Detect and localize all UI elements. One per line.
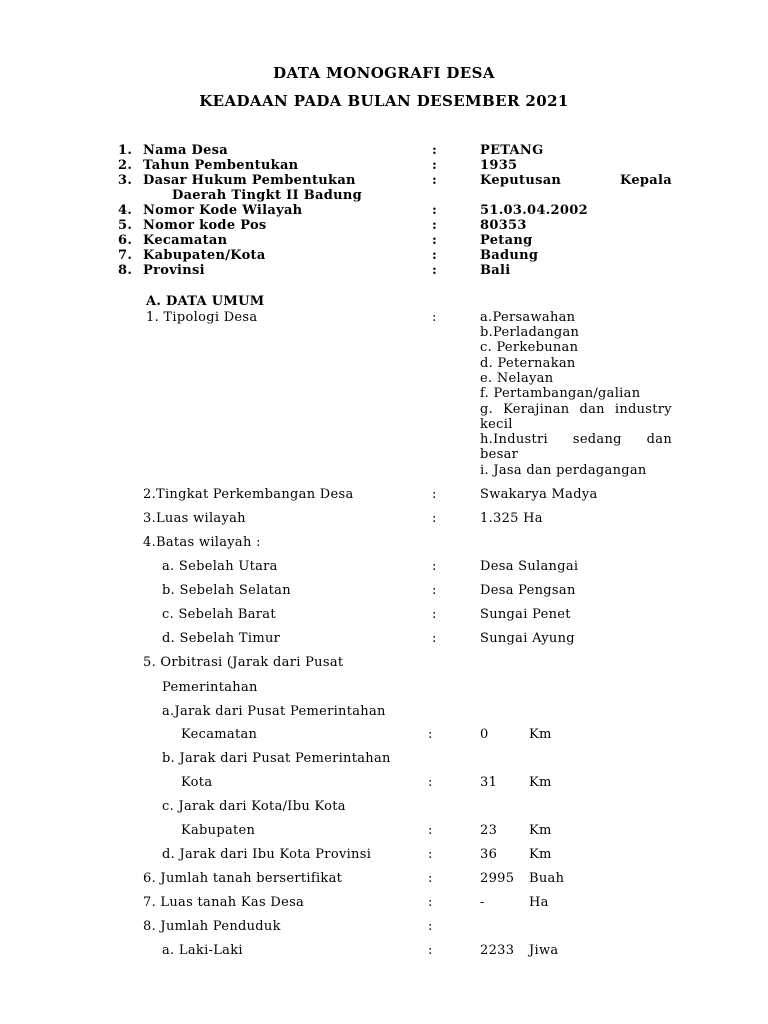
field-label: 6. Jumlah tanah bersertifikat bbox=[143, 871, 343, 886]
list-item: f. Pertambangan/galian bbox=[480, 386, 641, 401]
field-colon: : bbox=[428, 775, 433, 790]
field-value: PETANG bbox=[480, 143, 544, 158]
list-item-continued: besar bbox=[480, 447, 519, 462]
field-label: 5. Orbitrasi (Jarak dari Pusat bbox=[143, 655, 344, 670]
list-item-word: g. bbox=[480, 402, 494, 417]
field-colon: : bbox=[432, 218, 438, 233]
list-item-word: sedang bbox=[572, 432, 622, 447]
list-item: d. Peternakan bbox=[480, 356, 576, 371]
list-number: 5. bbox=[118, 218, 133, 233]
tipologi-label: 1. Tipologi Desa bbox=[146, 310, 258, 325]
field-label: 3.Luas wilayah bbox=[143, 511, 246, 526]
field-label: Kabupaten/Kota bbox=[143, 248, 266, 263]
list-item-continued: kecil bbox=[480, 417, 513, 432]
field-unit: Buah bbox=[529, 871, 565, 886]
field-colon: : bbox=[428, 847, 433, 862]
field-colon: : bbox=[432, 173, 438, 188]
page-subtitle: KEADAAN PADA BULAN DESEMBER 2021 bbox=[199, 92, 569, 110]
field-label-continued: Pemerintahan bbox=[162, 680, 258, 695]
page-title: DATA MONOGRAFI DESA bbox=[273, 64, 495, 82]
field-colon: : bbox=[428, 871, 433, 886]
field-label: b. Sebelah Selatan bbox=[162, 583, 291, 598]
field-colon: : bbox=[428, 919, 433, 934]
field-colon: : bbox=[432, 310, 437, 325]
field-label-continued: Kota bbox=[181, 775, 213, 790]
field-value: 2233 bbox=[480, 943, 515, 958]
field-value: 23 bbox=[480, 823, 498, 838]
field-colon: : bbox=[432, 233, 438, 248]
field-unit: Jiwa bbox=[529, 943, 559, 958]
field-unit: Km bbox=[529, 847, 552, 862]
field-label: 2.Tingkat Perkembangan Desa bbox=[143, 487, 354, 502]
field-value: Sungai Penet bbox=[480, 607, 571, 622]
field-colon: : bbox=[432, 203, 438, 218]
field-colon: : bbox=[432, 248, 438, 263]
field-colon: : bbox=[428, 943, 433, 958]
field-colon: : bbox=[432, 559, 437, 574]
field-value: - bbox=[480, 895, 485, 910]
field-label: Nama Desa bbox=[143, 143, 228, 158]
field-value: 0 bbox=[480, 727, 489, 742]
list-item: a.Persawahan bbox=[480, 310, 576, 325]
field-value: 36 bbox=[480, 847, 498, 862]
field-label: a.Jarak dari Pusat Pemerintahan bbox=[162, 704, 386, 719]
field-label: Tahun Pembentukan bbox=[143, 158, 299, 173]
field-value: 31 bbox=[480, 775, 498, 790]
list-item bbox=[480, 402, 672, 417]
field-value: Keputusan bbox=[480, 173, 562, 188]
field-label: a. Laki-Laki bbox=[162, 943, 243, 958]
field-label: Kecamatan bbox=[143, 233, 228, 248]
list-number: 1. bbox=[118, 143, 133, 158]
field-value: Kepala bbox=[620, 173, 672, 188]
field-colon: : bbox=[432, 607, 437, 622]
list-item: b.Perladangan bbox=[480, 325, 580, 340]
field-label: Nomor Kode Wilayah bbox=[143, 203, 303, 218]
field-colon: : bbox=[428, 823, 433, 838]
field-colon: : bbox=[432, 487, 437, 502]
field-colon: : bbox=[428, 895, 433, 910]
field-value: Swakarya Madya bbox=[480, 487, 598, 502]
list-number: 7. bbox=[118, 248, 133, 263]
field-label: c. Sebelah Barat bbox=[162, 607, 276, 622]
field-label: Nomor kode Pos bbox=[143, 218, 267, 233]
field-value: Desa Pengsan bbox=[480, 583, 576, 598]
field-colon: : bbox=[432, 511, 437, 526]
list-number: 6. bbox=[118, 233, 133, 248]
field-unit: Ha bbox=[529, 895, 549, 910]
list-item: e. Nelayan bbox=[480, 371, 554, 386]
field-value: Petang bbox=[480, 233, 533, 248]
field-value: Bali bbox=[480, 263, 511, 278]
field-label: 4.Batas wilayah : bbox=[143, 535, 261, 550]
field-unit: Km bbox=[529, 775, 552, 790]
field-value: 2995 bbox=[480, 871, 515, 886]
field-label: c. Jarak dari Kota/Ibu Kota bbox=[162, 799, 346, 814]
list-item-word: industry bbox=[614, 402, 672, 417]
list-item-word: dan bbox=[579, 402, 605, 417]
field-value: Desa Sulangai bbox=[480, 559, 579, 574]
field-value: Badung bbox=[480, 248, 539, 263]
field-label-continued: Kabupaten bbox=[181, 823, 256, 838]
field-label: Dasar Hukum Pembentukan bbox=[143, 173, 356, 188]
field-label: 7. Luas tanah Kas Desa bbox=[143, 895, 305, 910]
field-colon: : bbox=[432, 143, 438, 158]
list-number: 4. bbox=[118, 203, 133, 218]
list-number: 2. bbox=[118, 158, 133, 173]
field-value: 80353 bbox=[480, 218, 527, 233]
list-item-word: dan bbox=[646, 432, 672, 447]
field-label-continued: Kecamatan bbox=[181, 727, 258, 742]
list-number: 3. bbox=[118, 173, 133, 188]
field-value: 51.03.04.2002 bbox=[480, 203, 588, 218]
field-colon: : bbox=[432, 631, 437, 646]
field-value: 1.325 Ha bbox=[480, 511, 543, 526]
field-colon: : bbox=[432, 158, 438, 173]
field-label: d. Jarak dari Ibu Kota Provinsi bbox=[162, 847, 372, 862]
section-heading: A. DATA UMUM bbox=[146, 294, 265, 309]
list-item-word: h.Industri bbox=[480, 432, 548, 447]
field-label: Provinsi bbox=[143, 263, 205, 278]
field-label: 8. Jumlah Penduduk bbox=[143, 919, 281, 934]
field-value: 1935 bbox=[480, 158, 518, 173]
field-unit: Km bbox=[529, 727, 552, 742]
list-item: c. Perkebunan bbox=[480, 340, 579, 355]
field-value: Sungai Ayung bbox=[480, 631, 575, 646]
field-label: a. Sebelah Utara bbox=[162, 559, 278, 574]
field-label: d. Sebelah Timur bbox=[162, 631, 281, 646]
list-item: i. Jasa dan perdagangan bbox=[480, 463, 647, 478]
field-colon: : bbox=[432, 583, 437, 598]
list-item bbox=[480, 432, 672, 447]
field-colon: : bbox=[428, 727, 433, 742]
field-colon: : bbox=[432, 263, 438, 278]
field-unit: Km bbox=[529, 823, 552, 838]
list-number: 8. bbox=[118, 263, 133, 278]
field-label-continued: Daerah Tingkt II Badung bbox=[172, 188, 362, 203]
list-item-word: Kerajinan bbox=[503, 402, 570, 417]
field-label: b. Jarak dari Pusat Pemerintahan bbox=[162, 751, 391, 766]
